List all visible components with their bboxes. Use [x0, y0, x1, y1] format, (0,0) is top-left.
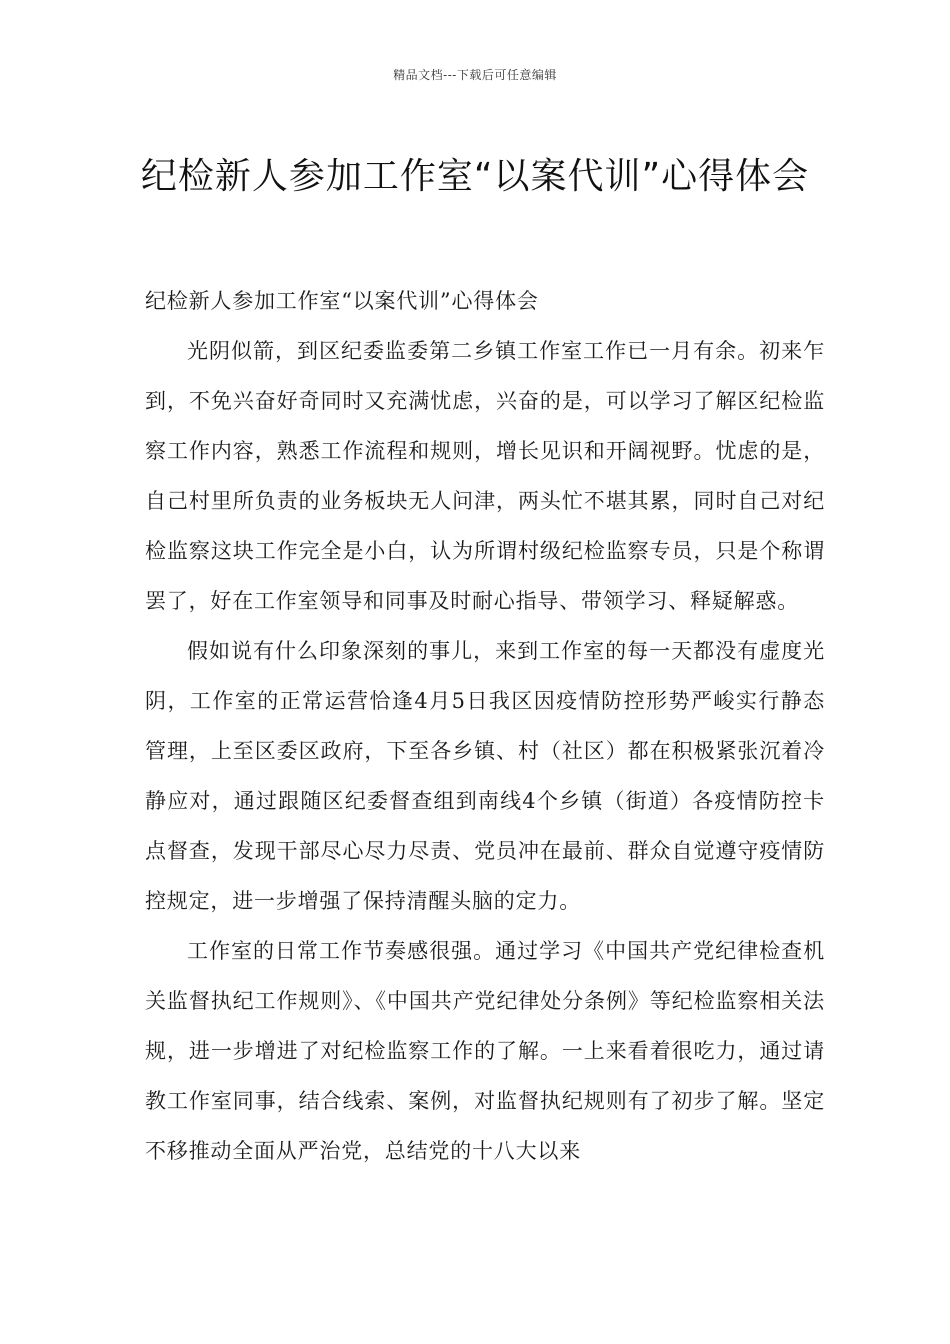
header-note: 精品文档---下载后可任意编辑: [393, 68, 557, 82]
document-title: 纪检新人参加工作室“以案代训”心得体会: [140, 156, 810, 198]
document-body: [145, 276, 825, 1176]
document-subtitle: 纪检新人参加工作室“以案代训”心得体会: [145, 289, 539, 313]
paragraph-1: 光阴似箭，到区纪委监委第二乡镇工作室工作已一月有余。初来乍到，不免兴奋好奇同时又充满忧虑，兴奋的是，可以学习了解区纪检监察工作内容，熟悉工作流程和规则，增长见识和开阔视野。忧虑的是，自己村里所负责的业务板块无人问津，两头忙不堪其累，同时自己对纪检监察这块工作完全是小白，认为所谓村级纪检监察专员，只是个称谓罢了，好在工作室领导和同事及时耐心指导、带领学习、释疑解惑。: [145, 339, 825, 613]
paragraph-2: 假如说有什么印象深刻的事儿，来到工作室的每一天都没有虚度光阴，工作室的正常运营恰逢4月5日我区因疫情防控形势严峻实行静态管理，上至区委区政府，下至各乡镇、村（社区）都在积极紧张沉着冷静应对，通过跟随区纪委督查组到南线4个乡镇（街道）各疫情防控卡点督查，发现干部尽心尽力尽责、党员冲在最前、群众自觉遵守疫情防控规定，进一步增强了保持清醒头脑的定力。: [145, 639, 825, 913]
paragraph-3: 工作室的日常工作节奏感很强。通过学习《中国共产党纪律检查机关监督执纪工作规则》、《中国共产党纪律处分条例》等纪检监察相关法规，进一步增进了对纪检监察工作的了解。一上来看着很吃力，通过请教工作室同事，结合线索、案例，对监督执纪规则有了初步了解。坚定不移推动全面从严治党，总结党的十八大以来: [145, 939, 825, 1163]
